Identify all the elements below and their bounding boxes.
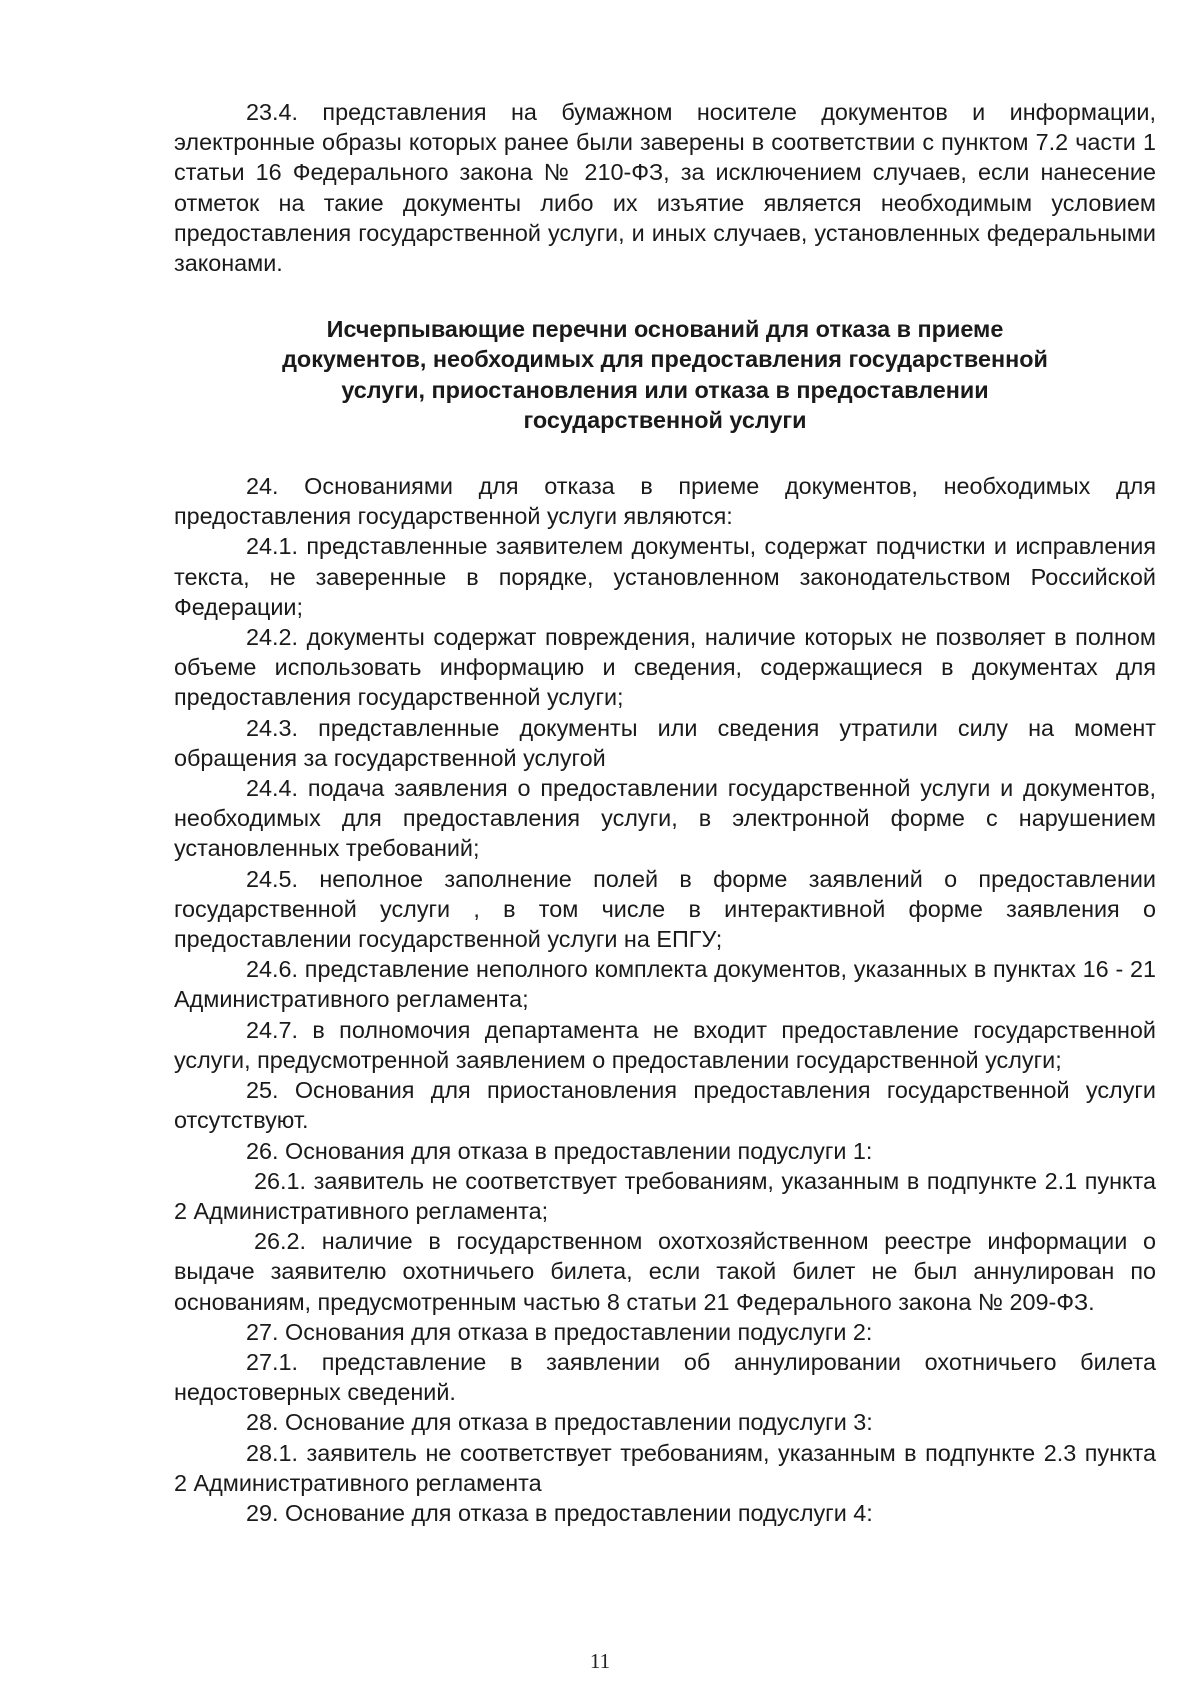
paragraph-24-7: 24.7. в полномочия департамента не входит предоставление государственной услуги, предусмотренной заявлением о предоставлении государственной услуги; xyxy=(174,1016,1156,1073)
heading-line: услуги, приостановления или отказа в предоставлении xyxy=(341,376,989,403)
paragraph-24-5: 24.5. неполное заполнение полей в форме заявлений о предоставлении государственной услуги , в том числе в интерактивной форме заявления о предоставлении государственной услуги на ЕПГУ; xyxy=(174,865,1156,953)
paragraph-24-1: 24.1. представленные заявителем документы, содержат подчистки и исправления текста, не заверенные в порядке, установленном законодательством Российской Федерации; xyxy=(174,533,1156,620)
paragraph-28: 28. Основание для отказа в предоставлении подуслуги 3: xyxy=(246,1409,873,1436)
paragraph-27: 27. Основания для отказа в предоставлении подуслуги 2: xyxy=(246,1318,873,1345)
document-body xyxy=(174,97,1156,1528)
paragraph-26-1: 26.1. заявитель не соответствует требованиям, указанным в подпункте 2.1 пункта 2 Административного регламента; xyxy=(174,1167,1156,1224)
heading-line: государственной услуги xyxy=(523,406,807,433)
heading-line: документов, необходимых для предоставления государственной xyxy=(282,346,1048,373)
paragraph-28-1: 28.1. заявитель не соответствует требованиям, указанным в подпункте 2.3 пункта 2 Административного регламента xyxy=(174,1439,1156,1496)
paragraph-26-2: 26.2. наличие в государственном охотхозяйственном реестре информации о выдаче заявителю охотничьего билета, если такой билет не был аннулирован по основаниям, предусмотренным частью 8 статьи 21 Федерального закона № 209-ФЗ. xyxy=(174,1228,1156,1315)
heading-line: Исчерпывающие перечни оснований для отказа в приеме xyxy=(326,316,1004,343)
paragraph-25: 25. Основания для приостановления предоставления государственной услуги отсутствуют. xyxy=(174,1077,1156,1134)
paragraph-26: 26. Основания для отказа в предоставлении подуслуги 1: xyxy=(246,1137,873,1164)
paragraph-27-1: 27.1. представление в заявлении об аннулировании охотничьего билета недостоверных сведений. xyxy=(174,1348,1156,1406)
page-number: 11 xyxy=(589,1649,611,1673)
section-heading xyxy=(174,314,1156,435)
paragraph-24-3: 24.3. представленные документы или сведения утратили силу на момент обращения за государственной услугой xyxy=(174,714,1156,771)
paragraph-24-2: 24.2. документы содержат повреждения, наличие которых не позволяет в полном объеме использовать информацию и сведения, содержащиеся в документах для предоставления государственной услуги; xyxy=(174,624,1156,711)
paragraph-29: 29. Основание для отказа в предоставлении подуслуги 4: xyxy=(246,1499,873,1526)
paragraph-24: 24. Основаниями для отказа в приеме документов, необходимых для предоставления государственной услуги являются: xyxy=(174,473,1156,530)
paragraph-23-4: 23.4. представления на бумажном носителе документов и информации, электронные образы которых ранее были заверены в соответствии с пунктом 7.2 части 1 статьи 16 Федерального закона № 210-ФЗ, за исключением случаев, если нанесение отметок на такие документы либо их изъятие является необходимым условием предоставления государственной услуги, и иных случаев, установленных федеральными законами. xyxy=(174,99,1156,277)
paragraph-24-6: 24.6. представление неполного комплекта документов, указанных в пунктах 16 - 21 Административного регламента; xyxy=(174,956,1156,1013)
paragraph-24-4: 24.4. подача заявления о предоставлении государственной услуги и документов, необходимых для предоставления услуги, в электронной форме с нарушением установленных требований; xyxy=(174,775,1156,862)
